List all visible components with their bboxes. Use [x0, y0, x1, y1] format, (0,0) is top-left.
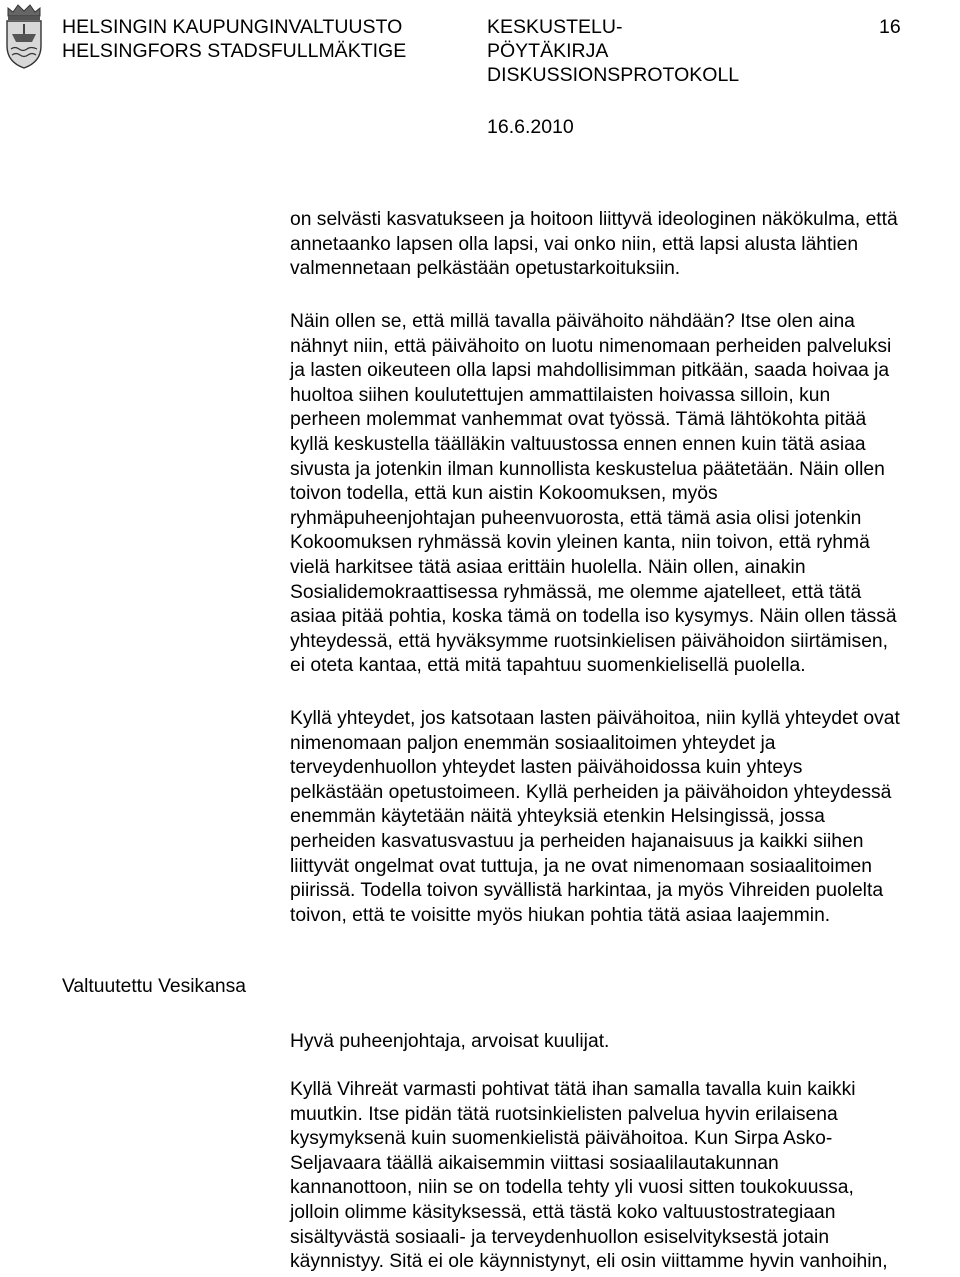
- text-line: ryhmäpuheenjohtajan puheenvuorosta, että tämä asia olisi jotenkin: [290, 507, 862, 529]
- text-line: on selvästi kasvatukseen ja hoitoon liittyvä ideologinen näkökulma, että: [290, 209, 898, 230]
- speech-paragraph-2: [290, 1078, 960, 1275]
- text-line: sisältyvästä sosiaali- ja terveydenhuollon esiselvityksestä jotain: [290, 1226, 830, 1248]
- text-line: vielä harkitsee tätä asiaa erittäin huolella. Näin ollen, ainakin: [290, 556, 806, 578]
- text-line: huoltoa siihen koulutettujen ammattilaisten hoivassa silloin, kun: [290, 384, 831, 406]
- organization-name-fi: HELSINGIN KAUPUNGINVALTUUSTO: [62, 16, 403, 38]
- paragraph-1: [290, 208, 960, 282]
- text-line: yhteydessä, että hyväksymme ruotsinkielisen päivähoidon siirtämisen,: [290, 630, 889, 652]
- text-line: käynnistyy. Sitä ei ole käynnistynyt, eli osin viittamme hyvin vanhoihin,: [290, 1251, 888, 1273]
- text-line: ja lasten oikeuteen olla lapsi mahdollisimman pitkään, saada hoivaa ja: [290, 360, 890, 382]
- document-type-line-2: PÖYTÄKIRJA: [487, 40, 609, 62]
- text-line: pelkästään opetustoimeen. Kyllä perheiden ja päivähoidon yhteydessä: [290, 781, 892, 803]
- meeting-date: 16.6.2010: [487, 116, 574, 138]
- page-number: 16: [879, 16, 901, 38]
- text-line: perheiden kasvatusvastuu ja perheiden hajanaisuus ja kaikki siihen: [290, 830, 864, 852]
- organization-name-sv: HELSINGFORS STADSFULLMÄKTIGE: [62, 40, 407, 62]
- text-line: nähnyt niin, että päivähoito on luotu nimenomaan perheiden palveluksi: [290, 335, 892, 357]
- paragraph-3: [290, 707, 960, 928]
- header-organization: [62, 15, 406, 63]
- text-line: sivusta ja jotenkin ilman kunnollista keskustelua päätetään. Näin ollen: [290, 458, 885, 480]
- document-type-line-3: DISKUSSIONSPROTOKOLL: [487, 64, 740, 86]
- speech-paragraph-1: [290, 1030, 960, 1055]
- text-line: jolloin olimme käsityksessä, että tästä koko valtuustostrategiaan: [290, 1201, 836, 1223]
- text-line: Hyvä puheenjohtaja, arvoisat kuulijat.: [290, 1031, 610, 1052]
- text-line: Kokoomuksen ryhmässä kovin yleinen kanta, niin toivon, että ryhmä: [290, 532, 870, 554]
- text-line: kyllä keskustella täälläkin valtuustossa ennen ennen kuin tätä asiaa: [290, 433, 866, 455]
- text-line: nimenomaan paljon enemmän sosiaalitoimen yhteydet ja: [290, 732, 776, 754]
- speaker-name: Valtuutettu Vesikansa: [62, 976, 247, 997]
- text-line: piirissä. Todella toivon syvällistä harkintaa, ja myös Vihreiden puolelta: [290, 880, 884, 902]
- text-line: muutkin. Itse pidän tätä ruotsinkielisten palvelua hyvin erilaisena: [290, 1103, 838, 1125]
- text-line: valmennetaan pelkästään opetustarkoituksiin.: [290, 258, 681, 280]
- text-line: ei oteta kantaa, että mitä tapahtuu suomenkielisellä puolella.: [290, 655, 806, 677]
- document-type-line-1: KESKUSTELU-: [487, 16, 623, 38]
- text-line: Kyllä yhteydet, jos katsotaan lasten päivähoitoa, niin kyllä yhteydet ovat: [290, 708, 900, 729]
- header-document-type: [487, 15, 739, 87]
- text-line: Seljavaara täällä aikaisemmin viittasi sosiaalilautakunnan: [290, 1152, 779, 1174]
- text-line: enemmän käytetään näitä yhteyksiä etenkin Helsingissä, jossa: [290, 806, 825, 828]
- text-line: toivon, että te voisitte myös hiukan pohtia tätä asiaa laajemmin.: [290, 904, 831, 926]
- text-line: kysymyksenä kuin suomenkielistä päivähoitoa. Kun Sirpa Asko-: [290, 1128, 833, 1150]
- text-line: Näin ollen se, että millä tavalla päivähoito nähdään? Itse olen aina: [290, 311, 855, 332]
- text-line: Sosialidemokraattisessa ryhmässä, me olemme ajatelleet, että tätä: [290, 581, 862, 603]
- paragraph-2: [290, 310, 960, 679]
- text-line: Kyllä Vihreät varmasti pohtivat tätä ihan samalla tavalla kuin kaikki: [290, 1079, 856, 1100]
- text-line: perheen molemmat vanhemmat ovat työssä. Tämä lähtökohta pitää: [290, 409, 867, 431]
- text-line: toivon todella, että kun aistin Kokoomuksen, myös: [290, 483, 718, 505]
- helsinki-coat-of-arms-icon: [2, 2, 46, 72]
- text-line: terveydenhuollon yhteydet lasten päivähoidossa kuin yhteys: [290, 757, 803, 779]
- text-line: liittyvät ongelmat ovat tuttuja, ja ne ovat nimenomaan sosiaalitoimen: [290, 855, 872, 877]
- text-line: kannanottoon, niin se on todella tehty yli vuosi sitten toukokuussa,: [290, 1177, 854, 1199]
- text-line: annetaanko lapsen olla lapsi, vai onko niin, että lapsi alusta lähtien: [290, 233, 859, 255]
- text-line: asiaa pitää pohtia, koska tämä on todella iso kysymys. Näin ollen tässä: [290, 606, 897, 628]
